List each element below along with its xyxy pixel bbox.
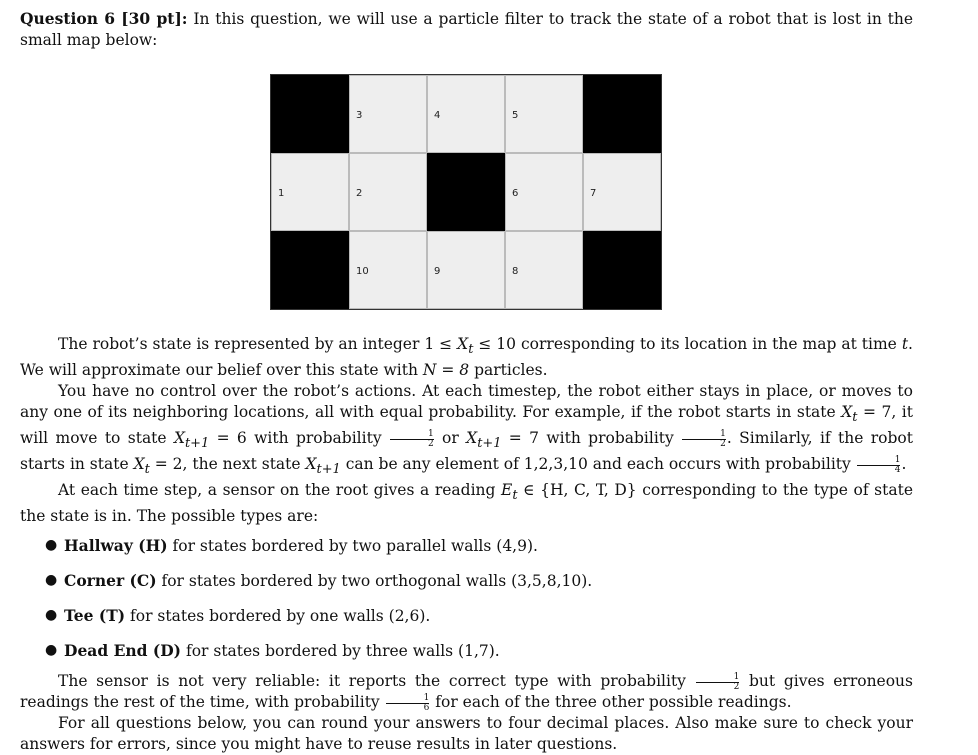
map-state-cell (349, 231, 427, 309)
paragraph-instructions: For all questions below, you can round your answers to four decimal places. Also make sure to check your answers for errors, since you might have to reuse results in later questions. (20, 714, 913, 754)
fraction-sixth: $\frac{1}{6}$ (386, 694, 430, 713)
state-number-label: 4 (434, 110, 441, 121)
state-number-label: 7 (590, 188, 597, 199)
map-state-cell (349, 75, 427, 153)
list-item: ● Tee (T) for states bordered by one walls (2,6). (45, 606, 431, 626)
robot-map-grid (270, 74, 662, 310)
map-wall-cell (583, 75, 661, 153)
map-wall-cell (271, 75, 349, 153)
bullet-icon: ● (45, 537, 58, 554)
state-number-label: 3 (356, 110, 363, 121)
list-item: ● Dead End (D) for states bordered by three walls (1,7). (45, 641, 500, 661)
paragraph-reliability: The sensor is not very reliable: it reports the correct type with probability $\frac{1}{2}$ but gives erroneous readings the rest of the time, with probability $\frac{1}{6}$ for each of the three other possible readings. (20, 671, 913, 713)
state-number-label: 8 (512, 266, 519, 277)
state-number-label: 9 (434, 266, 441, 277)
map-wall-cell (583, 231, 661, 309)
fraction-half: $\frac{1}{2}$ (696, 673, 740, 692)
list-item: ● Corner (C) for states bordered by two orthogonal walls (3,5,8,10). (45, 571, 593, 591)
map-state-cell (505, 153, 583, 231)
question-intro: In this question, we will use a particle filter to track the state of a robot that is lost in the small map below: (20, 10, 913, 49)
map-wall-cell (271, 231, 349, 309)
map-state-cell (427, 231, 505, 309)
state-number-label: 1 (278, 188, 285, 199)
state-number-label: 10 (356, 266, 369, 277)
map-wall-cell (427, 153, 505, 231)
state-number-label: 2 (356, 188, 363, 199)
fraction-half: $\frac{1}{2}$ (682, 430, 726, 449)
map-state-cell (505, 231, 583, 309)
question-label: Question 6 [30 pt]: (20, 9, 188, 28)
fraction-quarter: $\frac{1}{4}$ (857, 456, 901, 475)
map-state-cell (271, 153, 349, 231)
question-page (20, 8, 913, 755)
map-state-cell (583, 153, 661, 231)
paragraph-transitions: You have no control over the robot’s actions. At each timestep, the robot either stays in place, or moves to any one of its neighboring locations, all with equal probability. For example, if the robot starts in state $X_t = 7$, it will move to state $X_{t+1} = 6$ with probability $\frac{1}{2}$ or $X_{t+1} = 7$ with probability $\frac{1}{2}$ . Similarly, if the robot starts in state $X_t = 2$, the next state $X_{t+1}$ can be any element of 1,2,3,10 and each occurs with probability $\frac{1}{4}$ . (20, 382, 913, 478)
problem-text (20, 334, 913, 755)
map-state-cell (349, 153, 427, 231)
map-state-cell (505, 75, 583, 153)
paragraph-state: The robot’s state is represented by an integer $1 \le X_t \le 10$ corresponding to its location in the map at time t. We will approximate our belief over this state with N = 8 particles. (20, 335, 913, 380)
paragraph-sensor: At each time step, a sensor on the root gives a reading $E_t$ ∈ {H, C, T, D} corresponding to the type of state the state is in. The possible types are: (20, 481, 913, 526)
bullet-icon: ● (45, 642, 58, 659)
state-number-label: 5 (512, 110, 519, 121)
list-item: ● Hallway (H) for states bordered by two parallel walls (4,9). (45, 536, 538, 556)
state-type-list (20, 535, 913, 662)
fraction-half: $\frac{1}{2}$ (390, 430, 434, 449)
question-header (20, 8, 913, 51)
map-state-cell (427, 75, 505, 153)
state-number-label: 6 (512, 188, 519, 199)
bullet-icon: ● (45, 572, 58, 589)
map-figure (270, 74, 662, 310)
bullet-icon: ● (45, 607, 58, 624)
